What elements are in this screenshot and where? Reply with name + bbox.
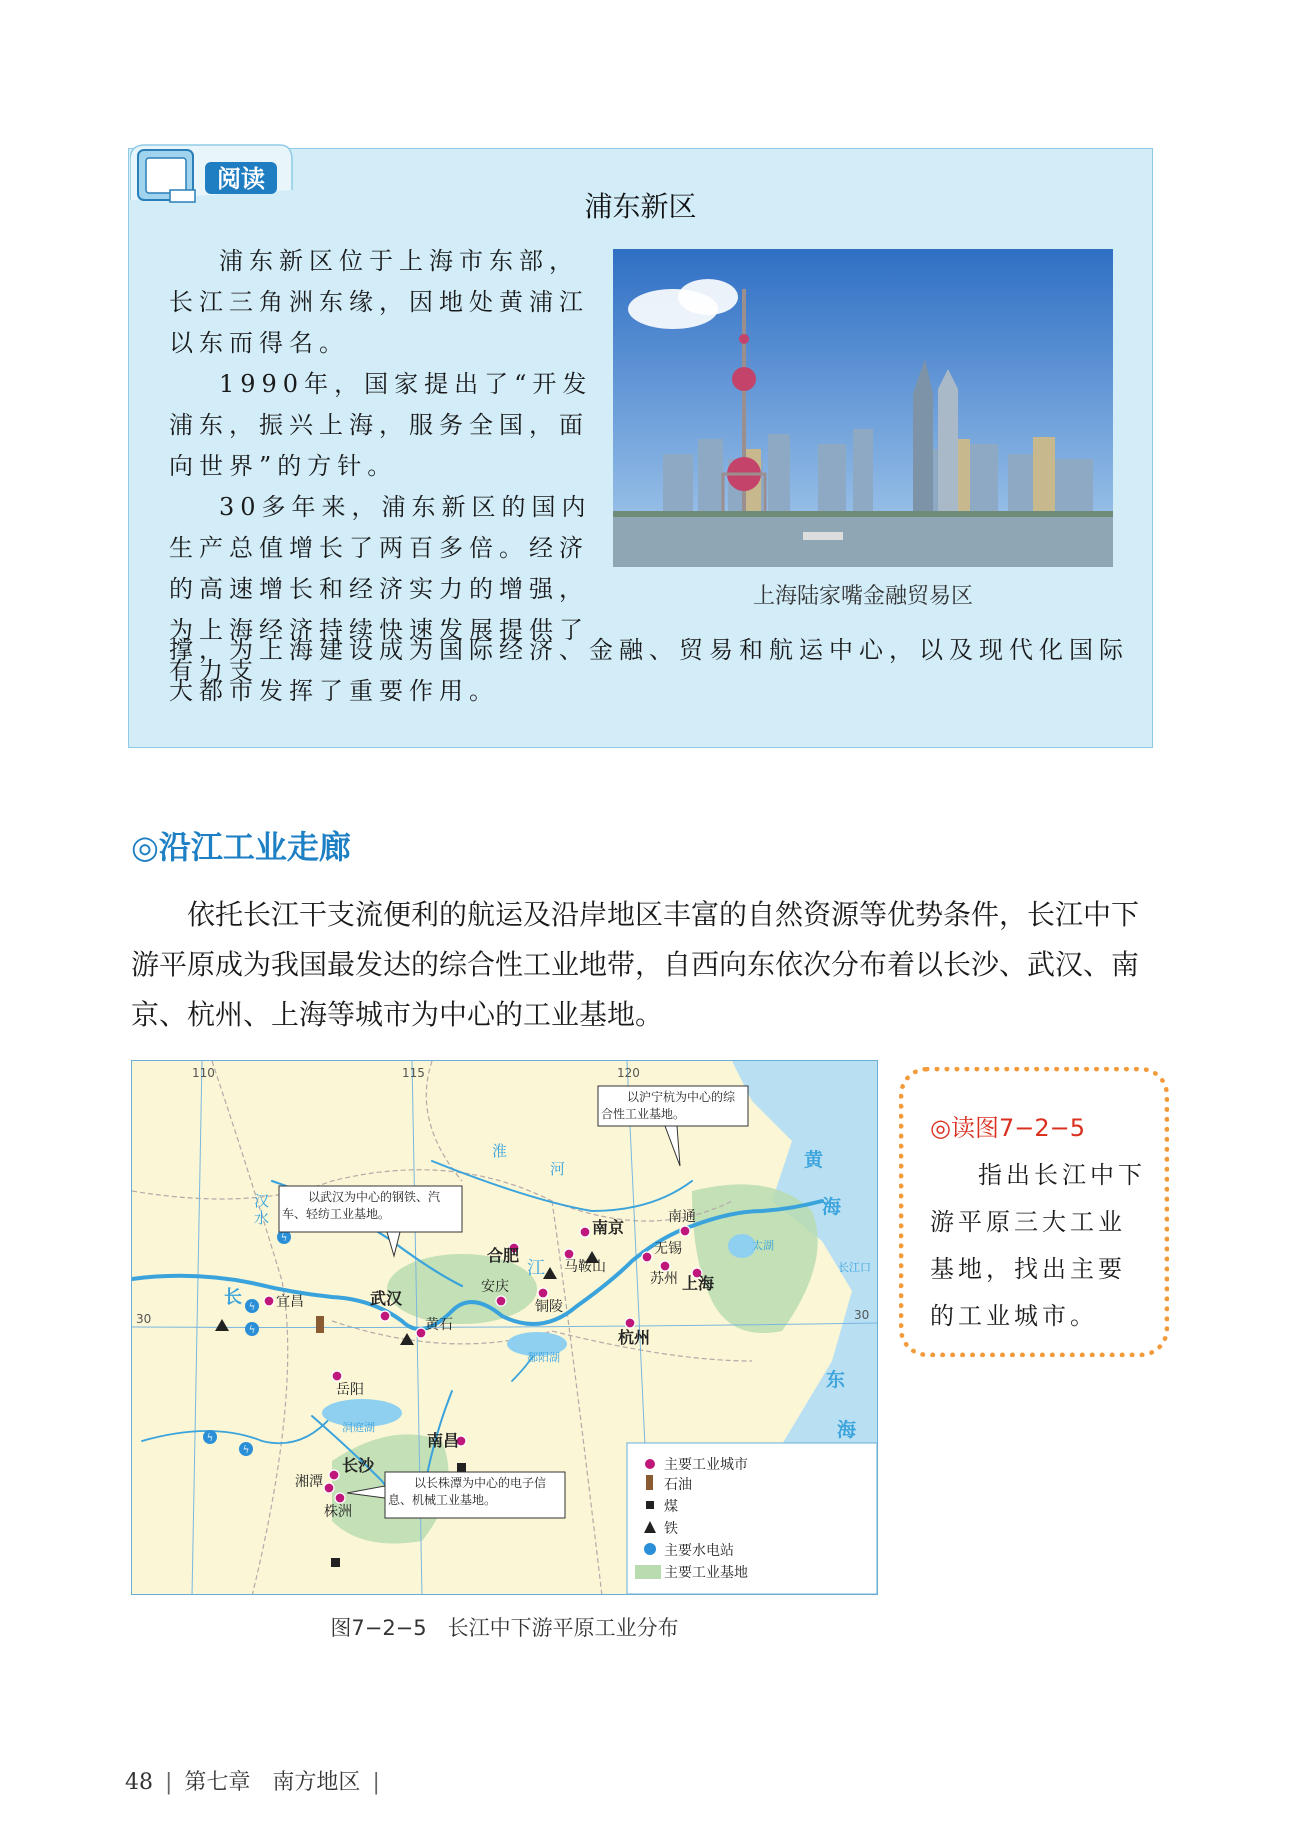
label-yellow-sea-1: 黄 xyxy=(804,1149,824,1171)
map-legend xyxy=(627,1443,877,1594)
city-dot-changsha xyxy=(329,1470,339,1480)
city-dot-yueyang xyxy=(332,1371,342,1381)
section-heading: ◎沿江工业走廊 xyxy=(131,828,351,866)
oil-icon xyxy=(316,1316,324,1333)
lat-tick-30-left: 30 xyxy=(136,1312,152,1326)
label-shui: 水 xyxy=(254,1209,270,1227)
industry-map xyxy=(131,1060,878,1595)
city-dot-yichang xyxy=(264,1296,274,1306)
city-label-changsha: 长沙 xyxy=(342,1456,375,1475)
page-footer xyxy=(125,1765,392,1796)
coal-icon xyxy=(457,1463,466,1472)
reading-paragraph-3b: 撑，为上海建设成为国际经济、金融、贸易和航运中心，以及现代化国际大都市发挥了重要作用。 xyxy=(169,636,1129,705)
city-label-xiangtan: 湘潭 xyxy=(295,1474,323,1490)
callout-huning-text: 以沪宁杭为中心的综合性工业基地。 xyxy=(601,1090,736,1121)
reading-text-column xyxy=(169,241,599,692)
svg-text:ϟ: ϟ xyxy=(242,1445,250,1456)
page-number: 48 xyxy=(125,1770,153,1795)
city-dot-zhuzhou xyxy=(335,1493,345,1503)
city-label-shanghai: 上海 xyxy=(682,1274,715,1293)
note-text xyxy=(930,1152,1150,1340)
label-east-sea-1: 东 xyxy=(826,1369,846,1391)
svg-text:ϟ: ϟ xyxy=(248,1302,256,1313)
photo-caption: 上海陆家嘴金融贸易区 xyxy=(752,584,973,609)
svg-text:ϟ: ϟ xyxy=(280,1233,288,1244)
label-yellow-sea-2: 海 xyxy=(822,1196,842,1218)
city-label-nantong: 南通 xyxy=(668,1209,696,1225)
city-label-anqing: 安庆 xyxy=(481,1279,509,1295)
callout-changzhutan-text: 以长株潭为中心的电子信息、机械工业基地。 xyxy=(388,1476,547,1507)
city-dot-tongling xyxy=(538,1288,548,1298)
legend-hydro-icon xyxy=(644,1543,656,1555)
label-poyang: 鄱阳湖 xyxy=(527,1351,560,1364)
book-icon xyxy=(138,150,195,202)
svg-text:ϟ: ϟ xyxy=(206,1433,214,1444)
reading-paragraph-1: 浦东新区位于上海市东部，长江三角洲东缘，因地处黄浦江以东而得名。 xyxy=(169,247,589,357)
reading-paragraph-2: 1990年，国家提出了“开发浦东，振兴上海，服务全国，面向世界”的方针。 xyxy=(169,370,593,480)
city-dot-suzhou xyxy=(660,1261,670,1271)
footer-separator: | xyxy=(372,1770,380,1795)
label-jiang: 江 xyxy=(527,1258,545,1279)
city-dot-hangzhou xyxy=(625,1318,635,1328)
footer-separator: | xyxy=(165,1770,173,1795)
city-dot-wuxi xyxy=(642,1252,652,1262)
read-figure-note xyxy=(899,1067,1169,1357)
label-chang: 长 xyxy=(224,1287,242,1308)
city-dot-maanshan xyxy=(564,1249,574,1259)
coal-icon xyxy=(331,1558,340,1567)
reading-tab-label: 阅读 xyxy=(217,165,265,193)
label-east-sea-2: 海 xyxy=(837,1419,857,1441)
legend-oil: 石油 xyxy=(664,1477,692,1493)
legend-base-swatch xyxy=(635,1565,661,1579)
city-label-yueyang: 岳阳 xyxy=(336,1382,364,1398)
city-label-suzhou: 苏州 xyxy=(650,1271,678,1287)
city-label-tongling: 铜陵 xyxy=(535,1299,563,1315)
lon-tick-115: 115 xyxy=(402,1066,425,1080)
city-label-huangshi: 黄石 xyxy=(425,1317,453,1333)
legend-base: 主要工业基地 xyxy=(664,1565,748,1581)
pudong-skyline-photo xyxy=(613,249,1113,567)
intro-paragraph xyxy=(131,890,1161,1040)
lon-tick-120: 120 xyxy=(617,1066,640,1080)
legend-iron: 铁 xyxy=(664,1521,678,1537)
label-han: 汉 xyxy=(254,1192,270,1210)
map-caption: 图7−2−5 长江中下游平原工业分布 xyxy=(330,1616,679,1640)
lat-tick-30-right: 30 xyxy=(854,1308,870,1322)
city-dot-nantong xyxy=(680,1226,690,1236)
label-taihu: 太湖 xyxy=(752,1239,774,1252)
reading-paragraph-3a: 30多年来，浦东新区的国内生产总值增长了两百多倍。经济的高速增长和经济实力的增强，为上海经济持续快速发展提供了有力支 xyxy=(169,493,592,685)
label-changjiangkou: 长江口 xyxy=(838,1261,871,1274)
city-dot-wuhan xyxy=(380,1311,390,1321)
city-label-wuhan: 武汉 xyxy=(370,1289,403,1308)
intro-text: 依托长江干支流便利的航运及沿岸地区丰富的自然资源等优势条件，长江中下游平原成为我国最发达的综合性工业地带，自西向东依次分布着以长沙、武汉、南京、杭州、上海等城市为中心的工业基地。 xyxy=(131,898,1140,1031)
reading-box xyxy=(128,148,1153,748)
note-text-body: 指出长江中下游平原三大工业基地，找出主要的工业城市。 xyxy=(930,1161,1146,1330)
city-label-maanshan: 马鞍山 xyxy=(564,1259,606,1275)
legend-city-icon xyxy=(645,1459,655,1469)
chapter-title: 第七章 南方地区 xyxy=(184,1770,361,1795)
callout-wuhan-text: 以武汉为中心的钢铁、汽车、轻纺工业基地。 xyxy=(282,1190,441,1221)
hydro-icon xyxy=(203,1430,217,1444)
label-dongting: 洞庭湖 xyxy=(342,1421,375,1434)
hydro-icon xyxy=(245,1299,259,1313)
lon-tick-110: 110 xyxy=(192,1066,215,1080)
reading-tab xyxy=(130,140,300,212)
legend-hydro: 主要水电站 xyxy=(664,1543,734,1559)
legend-coal-icon xyxy=(646,1501,654,1509)
reading-title: 浦东新区 xyxy=(584,190,697,223)
city-label-wuxi: 无锡 xyxy=(654,1241,682,1257)
hydro-icon xyxy=(245,1322,259,1336)
city-label-yichang: 宜昌 xyxy=(276,1294,304,1310)
label-he: 河 xyxy=(550,1160,566,1178)
city-label-hangzhou: 杭州 xyxy=(618,1328,651,1347)
city-dot-xiangtan xyxy=(324,1483,334,1493)
legend-city: 主要工业城市 xyxy=(664,1457,748,1473)
city-label-hefei: 合肥 xyxy=(487,1246,520,1265)
city-label-zhuzhou: 株洲 xyxy=(324,1504,352,1520)
city-dot-nanjing xyxy=(580,1227,590,1237)
city-dot-anqing xyxy=(496,1296,506,1306)
city-label-nanchang: 南昌 xyxy=(427,1431,460,1450)
note-title: ◎读图7−2−5 xyxy=(930,1114,1085,1142)
hydro-icon xyxy=(239,1442,253,1456)
legend-oil-icon xyxy=(646,1475,653,1490)
city-label-nanjing: 南京 xyxy=(592,1218,625,1237)
legend-coal: 煤 xyxy=(664,1499,678,1515)
svg-text:ϟ: ϟ xyxy=(248,1325,256,1336)
label-huai: 淮 xyxy=(492,1142,508,1160)
